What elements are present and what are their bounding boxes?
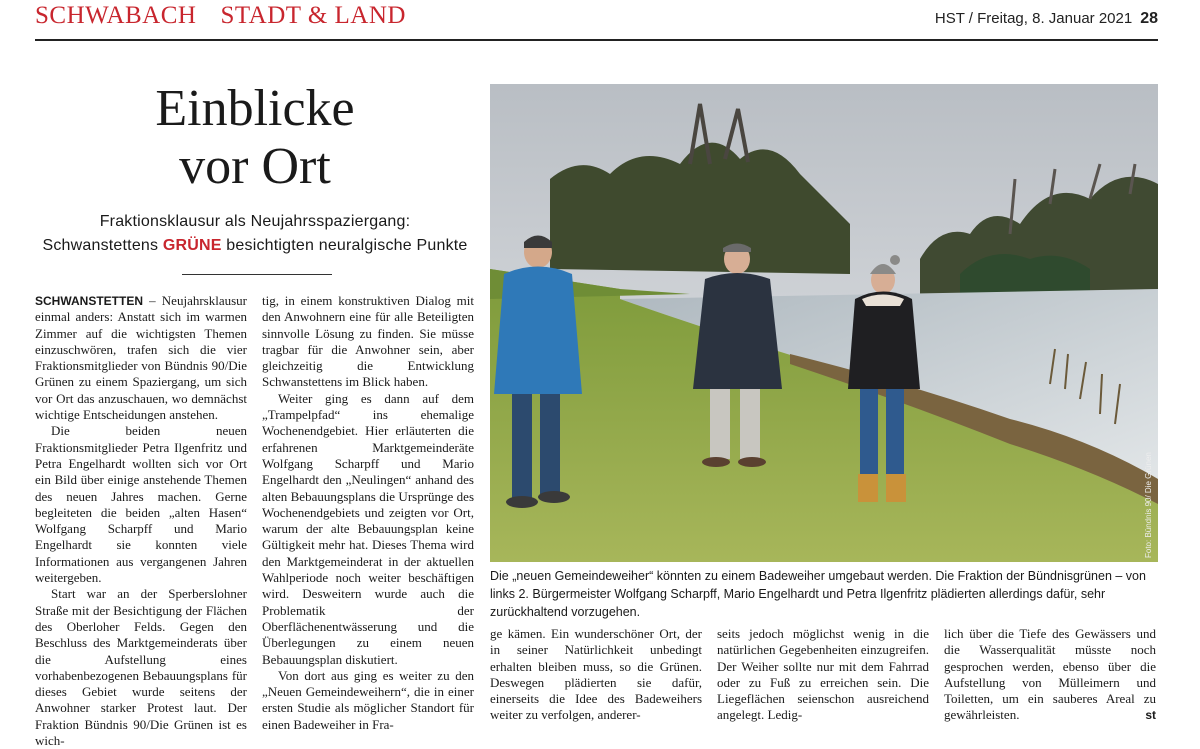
issue-dateline (935, 10, 1158, 28)
article-column-3 (490, 626, 702, 724)
photo-credit (1144, 440, 1154, 560)
header-rule (35, 39, 1158, 41)
party-name: GRÜNE (162, 237, 222, 254)
subheadline (35, 210, 475, 258)
headline (35, 80, 475, 196)
paragraph: seits jedoch möglichst wenig in die natürlichen Gegebenheiten einzugreifen. Der Weiher sollte nur mit dem Fahrrad oder zu Fuß zu erreichen sein. Die Liegeflächen seienschon ausreichend angelegt. Ledig- (717, 626, 929, 723)
headline-divider (182, 274, 332, 275)
paragraph: tig, in einem konstruktiven Dialog mit den Anwohnern eine für alle Beteiligten sinnvolle Lösung zu finden. Sie müsse tragbar für die Anwohner sein, aber gleichzeitig die Entwicklung Schwanstettens im Blick haben. (262, 293, 474, 390)
photo-credit-text: Foto: Bündnis 90/ Die Grünen (1144, 452, 1153, 558)
paragraph: ge kämen. Ein wunderschöner Ort, der in seiner Natürlichkeit unbedingt erhalten bleiben muss, so die Grünen. Deswegen plädierten sie dafür, einerseits die Idee des Badeweihers weiter zu verfolgen, anderer- (490, 626, 702, 723)
pond-scene-illustration (490, 84, 1158, 562)
article-column-5 (944, 626, 1156, 724)
section-name: SCHWABACH (35, 2, 197, 29)
article-photo (490, 84, 1158, 562)
headline-line-2: vor Ort (179, 138, 331, 195)
article-column-4 (717, 626, 929, 724)
paragraph: Weiter ging es dann auf dem „Trampelpfad“ ins ehemalige Wochenendgebiet. Hier erläuterten die erfahrenen Marktgemeinderäte Wolfgang Scharpff und Mario Engelhardt den „Neulingen“ anhand des alten Bebauungsplans die Ursprünge des Wochenendgebiets und zeigten vor Ort, warum der alte Bebauungsplan keine Gültigkeit mehr hat. Dieses Thema wird den Marktgemeinderat in der aktuellen Wahlperiode noch weiter beschäftigen wird. Desweitern wurde auch die Problematik der Oberflächenentwässerung und die Überlegungen zu einem neuen Bebauungsplan diskutiert. (262, 390, 474, 667)
article-column-2 (262, 293, 474, 733)
paragraph (35, 293, 247, 423)
paragraph: Die beiden neuen Fraktionsmitglieder Petra Ilgenfritz und Petra Engelhardt wollten sich vor Ort ein Bild über einige anstehende Themen des neuen Jahres machen. Gerne begleiteten die beiden „alten Hasen“ Wolfgang Scharpff und Mario Engelhardt sie konnten viele Informationen aus vergangenen Jahren weitergeben. (35, 423, 247, 586)
headline-line-1: Einblicke (155, 80, 355, 137)
subhead-text-c: besichtigten neuralgische Punkte (221, 237, 468, 254)
paragraph: Start war an der Sperberslohner Straße mit der Besichtigung der Flächen des Oberloher Felds. Gegen den Beschluss des Marktgemeinderats über die Aufstellung eines vorhabenbezogenen Bebauungsplans für dieses Gebiet wurde seitens der Anwohner starker Protest laut. Der Fraktion Bündnis 90/Die Grünen ist es wich- (35, 586, 247, 749)
section-kicker (35, 2, 406, 30)
photo-caption: Die „neuen Gemeindeweiher“ könnten zu einem Badeweiher umgebaut werden. Die Fraktion der Bündnisgrünen – von links 2. Bürgermeister Wolfgang Scharpff, Mario Engelhardt und Petra Ilgenfritz plädierten allerdings dafür, sehr zurückhaltend vorzugehen. (490, 569, 1146, 619)
subsection-name: STADT & LAND (220, 2, 406, 29)
article-dateline: SCHWANSTETTEN (35, 294, 143, 308)
article-column-1 (35, 293, 247, 749)
subhead-line-2 (35, 234, 475, 258)
paragraph-text: lich über die Tiefe des Gewässers und die Wasserqualität müsste noch gesprochen werden, ebenso über die Aufstellung von Mülleimern und Toiletten, um ein sauberes Areal zu gewährleisten. (944, 626, 1156, 723)
page-number: 28 (1140, 10, 1158, 27)
issue-date: HST / Freitag, 8. Januar 2021 (934, 10, 1133, 27)
paragraph (944, 626, 1156, 724)
author-signature: st (1145, 708, 1156, 723)
subhead-text-a: Schwanstettens (42, 237, 163, 254)
paragraph-text: – Neujahrsklausur einmal anders: Anstatt sich im warmen Zimmer auf die wichtigsten Themen einzuschwören, trafen sich die vier Fraktionsmitglieder von Bündnis 90/Die Grünen zu einem Spaziergang, um sich vor Ort das anzuschauen, wo demnächst wichtige Entscheidungen anstehen. (35, 293, 247, 423)
subhead-line-1: Fraktionsklausur als Neujahrsspaziergang: (99, 213, 411, 230)
paragraph: Von dort aus ging es weiter zu den „Neuen Gemeindeweihern“, die in einer ersten Studie als möglicher Standort für einen Badeweiher in Fra- (262, 667, 474, 732)
